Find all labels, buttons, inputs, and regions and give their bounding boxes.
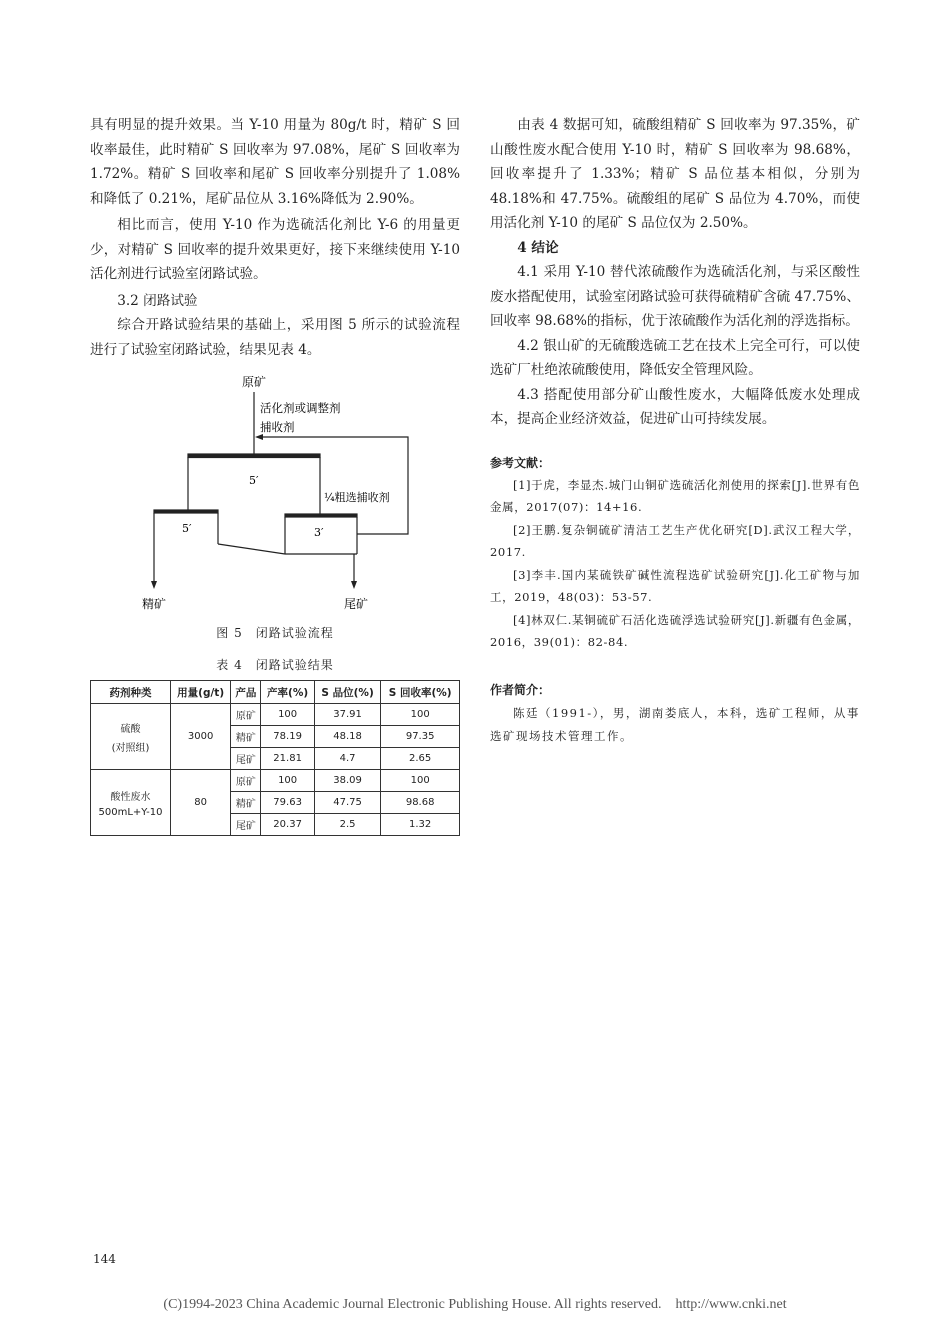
paragraph: 综合开路试验结果的基础上，采用图 5 所示的试验流程进行了试验室闭路试验，结果见表 4。 — [90, 317, 460, 358]
product-cell: 精矿 — [231, 726, 261, 748]
product-cell: 原矿 — [231, 770, 261, 792]
cleaner-time: 5′ — [182, 522, 192, 535]
recovery-cell: 98.68 — [381, 792, 460, 814]
collector-label: 捕收剂 — [260, 420, 295, 434]
table-header-row — [91, 681, 460, 704]
concentrate-label: 精矿 — [142, 597, 167, 611]
footer — [0, 1297, 950, 1313]
table-row — [91, 770, 460, 792]
yield-cell: 100 — [261, 704, 314, 726]
yield-cell: 79.63 — [261, 792, 314, 814]
reference-item: [2]王鹏.复杂铜硫矿清洁工艺生产优化研究[D].武汉工程大学，2017. — [490, 522, 860, 559]
reagent-label: 活化剂或调整剂 — [260, 401, 341, 415]
yield-cell: 78.19 — [261, 726, 314, 748]
paragraph: 相比而言，使用 Y-10 作为选硫活化剂比 Y-6 的用量更少，对精矿 S 回收率的提升效果更好，接下来继续使用 Y-10 活化剂进行试验室闭路试验。 — [90, 217, 460, 282]
dosage-cell: 3000 — [171, 704, 231, 770]
yield-cell: 21.81 — [261, 748, 314, 770]
grade-cell: 2.5 — [314, 814, 380, 836]
product-cell: 尾矿 — [231, 748, 261, 770]
reference-item: [1]于虎，李显杰.城门山铜矿选硫活化剂使用的探索[J].世界有色金属，2017(07)：14+16. — [490, 477, 860, 514]
recovery-cell: 97.35 — [381, 726, 460, 748]
table-caption: 表 4 闭路试验结果 — [216, 658, 334, 672]
section-heading: 4 结论 — [517, 239, 559, 256]
product-cell: 尾矿 — [231, 814, 261, 836]
paragraph: 具有明显的提升效果。当 Y-10 用量为 80g/t 时，精矿 S 回收率最佳，此时精矿 S 回收率为 97.08%，尾矿 S 回收率为 1.72%。精矿 S 回收率和尾矿 S 回收率分别提升了 1.08%和降低了 0.21%，尾矿品位从 3.16%降低为 2.90%。 — [90, 117, 460, 207]
section-heading: 3.2 闭路试验 — [117, 292, 198, 309]
header-cell: S 回收率(%) — [381, 681, 460, 704]
product-cell: 原矿 — [231, 704, 261, 726]
recovery-cell: 2.65 — [381, 748, 460, 770]
rougher-note: ¼粗选捕收剂 — [324, 491, 390, 504]
header-cell: 用量(g/t) — [171, 681, 231, 704]
right-column — [490, 113, 860, 748]
copyright-text: (C)1994-2023 China Academic Journal Electronic Publishing House. All rights reserved. — [163, 1297, 662, 1312]
grade-cell: 4.7 — [314, 748, 380, 770]
recovery-cell: 100 — [381, 770, 460, 792]
grade-cell: 47.75 — [314, 792, 380, 814]
grade-cell: 48.18 — [314, 726, 380, 748]
reference-item: [3]李丰.国内某硫铁矿碱性流程选矿试验研究[J].化工矿物与加工，2019，48(03)：53-57. — [490, 567, 860, 604]
author-bio: 陈廷（1991-），男，湖南娄底人，本科，选矿工程师，从事选矿现场技术管理工作。 — [490, 705, 860, 743]
conclusion-item: 4.3 搭配使用部分矿山酸性废水，大幅降低废水处理成本，提高企业经济效益，促进矿山可持续发展。 — [490, 386, 860, 427]
dosage-cell: 80 — [171, 770, 231, 836]
header-cell: 药剂种类 — [91, 681, 171, 704]
recovery-cell: 1.32 — [381, 814, 460, 836]
author-title: 作者简介： — [490, 682, 551, 697]
grade-cell: 37.91 — [314, 704, 380, 726]
feed-label: 原矿 — [242, 375, 267, 389]
results-table — [90, 680, 460, 836]
conclusion-item: 4.2 银山矿的无硫酸选硫工艺在技术上完全可行，可以使选矿厂杜绝浓硫酸使用，降低安全管理风险。 — [490, 337, 860, 378]
reagent-cell: 酸性废水 500mL+Y-10 — [91, 770, 171, 836]
references-title: 参考文献： — [490, 455, 551, 470]
conclusion-item: 4.1 采用 Y-10 替代浓硫酸作为选硫活化剂，与采区酸性废水搭配使用，试验室闭路试验可获得硫精矿含硫 47.75%、回收率 98.68%的指标，优于浓硫酸作为活化剂的浮选指标。 — [490, 264, 860, 329]
reagent-cell: 硫酸 (对照组) — [91, 704, 171, 770]
header-cell: 产率(%) — [261, 681, 314, 704]
product-cell: 精矿 — [231, 792, 261, 814]
header-cell: 产品 — [231, 681, 261, 704]
flowsheet-figure — [90, 374, 460, 624]
figure-caption: 图 5 闭路试验流程 — [216, 626, 334, 640]
scavenger-time: 3′ — [314, 526, 324, 539]
page-number: 144 — [93, 1252, 116, 1266]
yield-cell: 20.37 — [261, 814, 314, 836]
paragraph: 由表 4 数据可知，硫酸组精矿 S 回收率为 97.35%，矿山酸性废水配合使用 Y-10 时，精矿 S 回收率为 98.68%，回收率提升了 1.33%；精矿 S 品位基本相似，分别为 48.18%和 47.75%。硫酸组的尾矿 S 品位为 4.70%，而使用活化剂 Y-10 的尾矿 S 品位仅为 2.50%。 — [490, 117, 860, 231]
yield-cell: 100 — [261, 770, 314, 792]
recovery-cell: 100 — [381, 704, 460, 726]
footer-link[interactable]: http://www.cnki.net — [675, 1297, 787, 1312]
left-column — [90, 113, 460, 836]
rougher-time: 5′ — [249, 474, 259, 487]
table-row — [91, 704, 460, 726]
grade-cell: 38.09 — [314, 770, 380, 792]
tailings-label: 尾矿 — [344, 597, 369, 611]
header-cell: S 品位(%) — [314, 681, 380, 704]
reference-item: [4]林双仁.某铜硫矿石活化选硫浮选试验研究[J].新疆有色金属，2016，39(01)：82-84. — [490, 612, 860, 649]
